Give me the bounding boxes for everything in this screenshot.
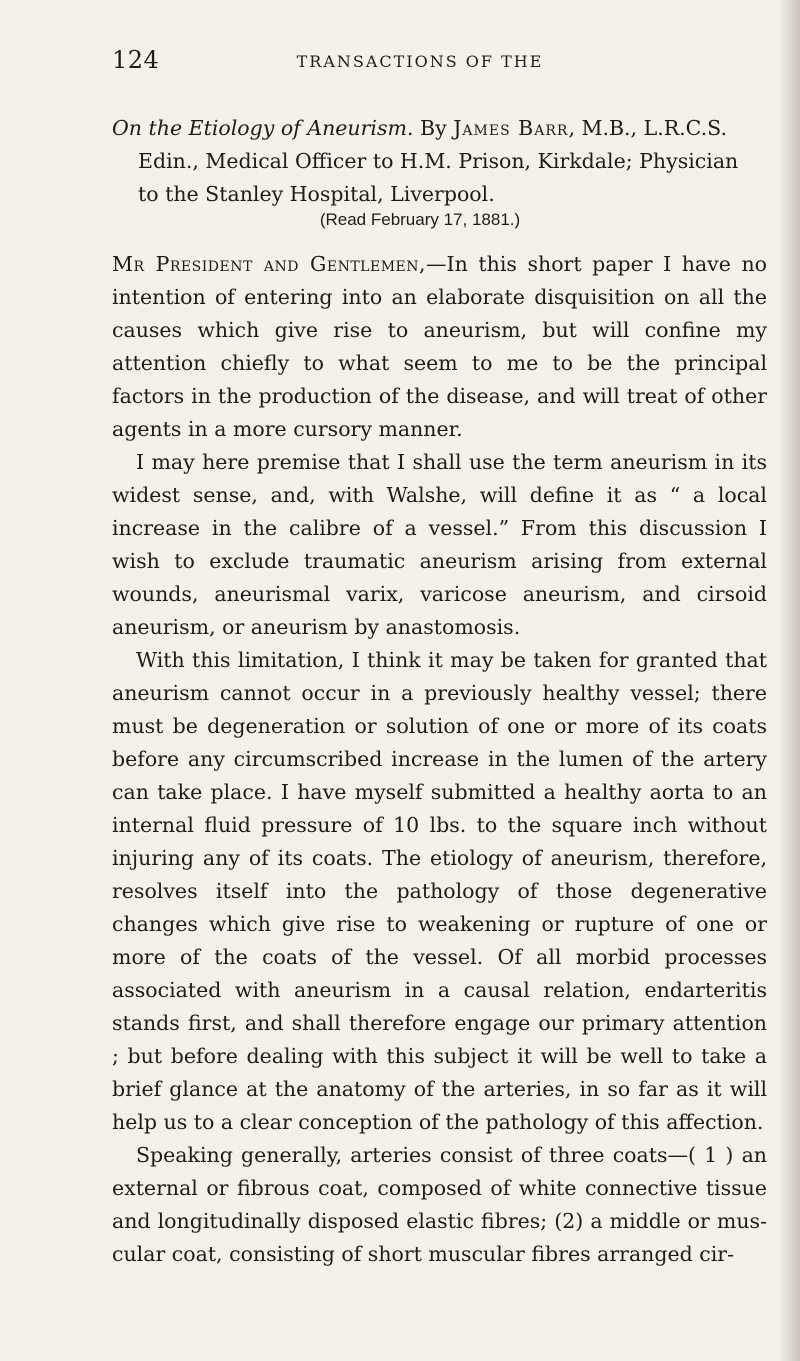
read-date: (Read February 17, 1881.)	[319, 210, 521, 229]
article-heading	[112, 112, 772, 211]
page-edge-shadow	[778, 0, 800, 1361]
paragraph-3: With this limitation, I think it may be taken for granted that aneurism cannot occur in a previously healthy vessel; there must be degeneration or solution of one or more of its coats before any circumscribed increase in the lumen of the artery can take place. I have myself submitted a healthy aorta to an internal fluid pressure of 10 lbs. to the square inch without injuring any of its coats. The etiology of aneurism, therefore, resolves itself into the pathology of those degenerative changes which give rise to weakening or rupture of one or more of the coats of the vessel. Of all morbid processes associated with aneurism in a causal relation, endarteritis stands first, and shall therefore engage our primary attention ; but before dealing with this subject it will be well to take a brief glance at the anatomy of the arteries, in so far as it will help us to a clear conception of the pathology of this affection.	[112, 648, 767, 1134]
byline-prefix: By	[420, 116, 447, 140]
paragraph-4: Speaking generally, arteries consist of three coats—( 1 ) an external or fibrous coat, composed of white connective tissue and longitudinally disposed elastic fibres; (2) a middle or mus- cular coat, consisting of short muscular fibres arranged cir-	[112, 1143, 767, 1266]
author-affiliation: Edin., Medical Officer to H.M. Prison, Kirkdale; Physician	[138, 149, 739, 173]
author-affiliation-cont: to the Stanley Hospital, Liverpool.	[138, 182, 495, 206]
article-title: On the Etiology of Aneurism.	[112, 116, 414, 140]
paragraph-1	[112, 248, 767, 446]
running-head: TRANSACTIONS OF THE	[296, 52, 544, 71]
paragraph-1-text: —In this short paper I have no intention of entering into an elaborate disquisition on all the causes which give rise to aneurism, but will confine my attention chiefly to what seem to me to be the principal factors in the production of the disease, and will treat of other agents in a more cursory manner.	[112, 252, 767, 441]
paragraph-2: I may here premise that I shall use the term aneurism in its widest sense, and, with Walshe, will define it as “ a local increase in the calibre of a vessel.” From this discussion I wish to exclude traumatic aneurism arising from external wounds, aneurismal varix, varicose aneurism, and cirsoid aneurism, or aneurism by anastomosis.	[112, 450, 767, 639]
author-name: James Barr	[453, 116, 569, 140]
opening-salutation: Mr President and Gentlemen,	[112, 252, 427, 276]
article-body	[112, 248, 767, 1271]
author-credentials: , M.B., L.R.C.S.	[568, 116, 727, 140]
page-number: 124	[112, 46, 160, 74]
